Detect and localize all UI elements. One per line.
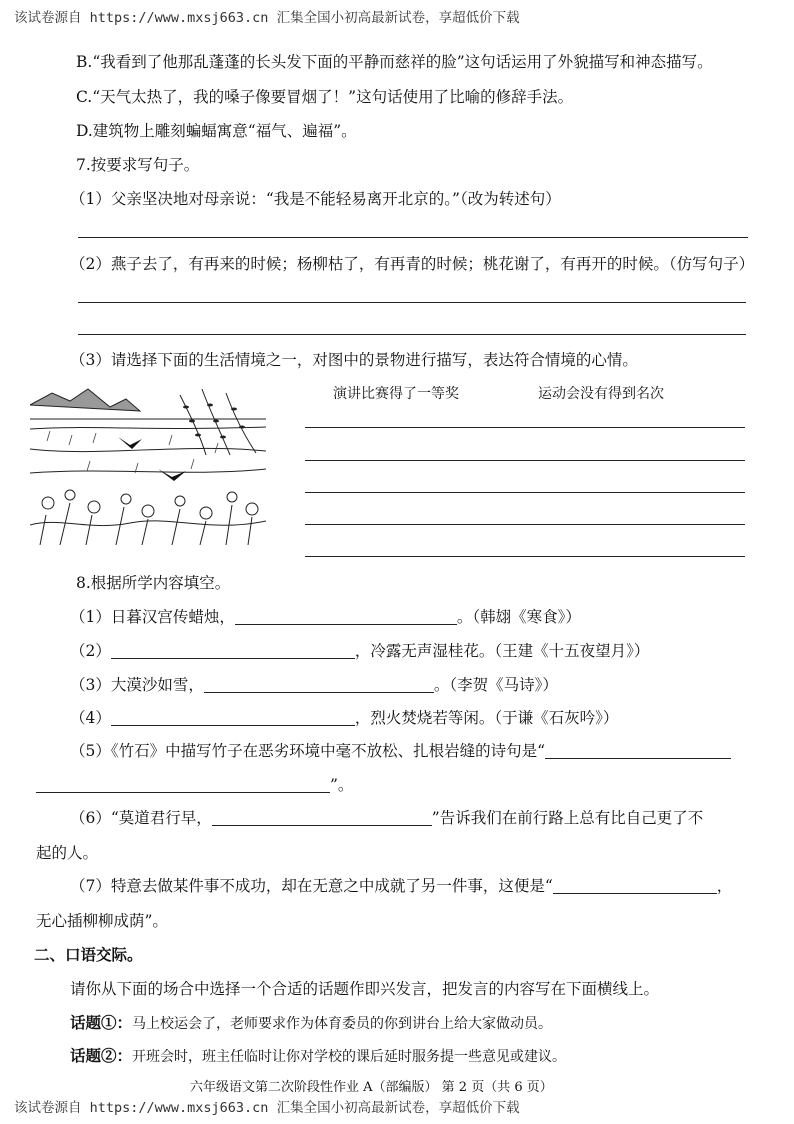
topic-2	[70, 1046, 566, 1067]
option-c: C.“天气太热了，我的嗓子像要冒烟了！”这句话使用了比喻的修辞手法。	[76, 88, 574, 106]
fill-blank[interactable]	[111, 709, 355, 726]
q8-item-4-prefix: （4）	[70, 709, 111, 727]
q8-item-3	[70, 675, 558, 695]
q8-item-5-suffix: ”。	[330, 776, 354, 794]
fill-blank[interactable]	[545, 742, 731, 759]
q8-item-1-suffix: 。（韩翃《寒食》）	[456, 608, 581, 626]
answer-line[interactable]	[78, 237, 748, 238]
q8-item-4	[70, 708, 618, 728]
q8-item-5-prefix: （5）《竹石》中描写竹子在恶劣环境中毫不放松、扎根岩缝的诗句是“	[70, 742, 546, 760]
q8-item-6-cont: 起的人。	[36, 844, 99, 862]
fill-blank[interactable]	[36, 776, 330, 793]
q8-item-1-prefix: （1）日暮汉宫传蜡烛，	[70, 608, 235, 626]
option-b: B.“我看到了他那乱蓬蓬的长头发下面的平静而慈祥的脸”这句话运用了外貌描写和神态描写。	[76, 53, 713, 71]
section-2-title: 二、口语交际。	[34, 945, 143, 964]
q8-item-7-cont: 无心插柳柳成荫”。	[36, 912, 168, 930]
fill-blank[interactable]	[111, 642, 355, 659]
q7-sentence-3: （3）请选择下面的生活情境之一，对图中的景物进行描写，表达符合情境的心情。	[70, 351, 638, 369]
answer-line[interactable]	[305, 556, 745, 557]
spring-scene-illustration	[30, 385, 266, 545]
answer-line[interactable]	[305, 524, 745, 525]
q8-item-6-prefix: （6）“莫道君行早，	[70, 809, 212, 827]
answer-line[interactable]	[305, 427, 745, 428]
fill-blank[interactable]	[212, 809, 432, 826]
topic-2-label: 话题②：	[70, 1046, 133, 1065]
fill-blank[interactable]	[204, 676, 434, 693]
situation-choice-1[interactable]: 演讲比赛得了一等奖	[333, 386, 459, 402]
topic-1-text: 马上校运会了，老师要求作为体育委员的你到讲台上给大家做动员。	[132, 1016, 553, 1032]
answer-line[interactable]	[305, 460, 745, 461]
situation-choice-2[interactable]: 运动会没有得到名次	[538, 386, 664, 402]
q8-item-2-prefix: （2）	[70, 642, 111, 660]
topic-1	[70, 1013, 552, 1034]
q8-item-2-suffix: ，冷露无声湿桂花。（王建《十五夜望月》）	[354, 642, 650, 660]
topic-2-text: 开班会时，班主任临时让你对学校的课后延时服务提一些意见或建议。	[132, 1049, 567, 1065]
watermark-top: 该试卷源自 https://www.mxsj663.cn 汇集全国小初高最新试卷，享超低价下载	[14, 10, 520, 26]
q8-item-3-prefix: （3）大漠沙如雪，	[70, 676, 204, 694]
q8-item-4-suffix: ，烈火焚烧若等闲。（于谦《石灰吟》）	[354, 709, 619, 727]
q8-item-3-suffix: 。（李贺《马诗》）	[433, 676, 558, 694]
answer-line[interactable]	[78, 302, 746, 303]
q7-sentence-1: （1）父亲坚决地对母亲说：“我是不能轻易离开北京的。”（改为转述句）	[70, 190, 561, 208]
topic-1-label: 话题①：	[70, 1013, 133, 1032]
q8-item-7-mid: ，	[716, 877, 733, 895]
q8-item-7-prefix: （7）特意去做某件事不成功，却在无意之中成就了另一件事，这便是“	[70, 877, 553, 895]
watermark-bottom: 该试卷源自 https://www.mxsj663.cn 汇集全国小初高最新试卷，享超低价下载	[14, 1100, 520, 1116]
answer-line[interactable]	[78, 334, 746, 335]
option-d: D.建筑物上雕刻蝙蝠寓意“福气、遍福”。	[76, 122, 357, 140]
page-footer: 六年级语文第二次阶段性作业 A（部编版） 第 2 页（共 6 页）	[190, 1080, 553, 1095]
section-2-intro: 请你从下面的场合中选择一个合适的话题作即兴发言，把发言的内容写在下面横线上。	[70, 980, 660, 998]
answer-line[interactable]	[305, 492, 745, 493]
q8-item-5-cont	[36, 775, 353, 795]
fill-blank[interactable]	[553, 877, 717, 894]
q8-title: 8.根据所学内容填空。	[76, 574, 231, 592]
q8-item-2	[70, 641, 649, 661]
q8-item-7	[70, 876, 732, 896]
q8-item-6	[70, 808, 703, 828]
q7-title: 7.按要求写句子。	[76, 156, 200, 174]
fill-blank[interactable]	[235, 608, 457, 625]
q8-item-1	[70, 607, 581, 627]
q7-sentence-2: （2）燕子去了，有再来的时候；杨柳枯了，有再青的时候；桃花谢了，有再开的时候。（仿写句子）	[70, 255, 755, 273]
q8-item-5	[70, 741, 731, 761]
q8-item-6-suffix: ”告诉我们在前行路上总有比自己更了不	[431, 809, 704, 827]
